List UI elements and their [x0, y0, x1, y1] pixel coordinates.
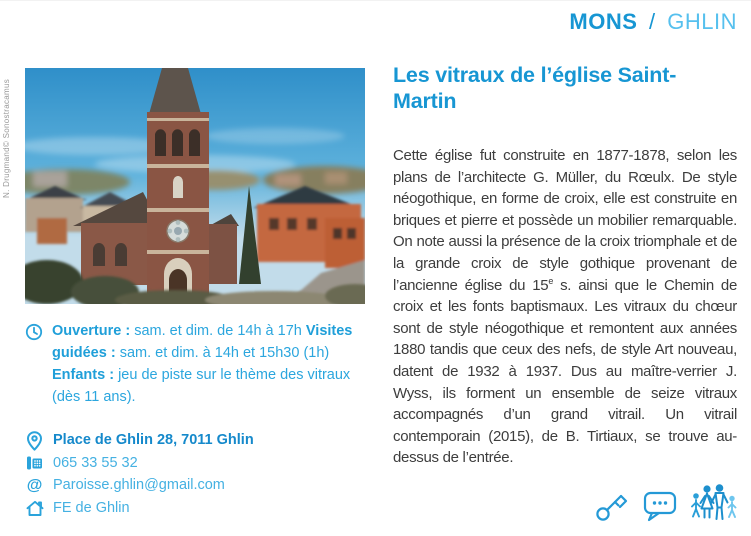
header-city: MONS: [569, 9, 638, 34]
page-header: [569, 9, 737, 35]
contact-address-row: [25, 429, 373, 452]
children-value: jeu de piste sur le thème des vitraux (dès 11 ans).: [52, 367, 351, 405]
open-value: sam. et dim. de 14h à 17h: [134, 323, 306, 339]
address-text: Place de Ghlin 28, 7011 Ghlin: [53, 432, 254, 448]
clock-icon: [25, 323, 43, 348]
email-address[interactable]: Paroisse.ghlin@gmail.com: [53, 477, 225, 493]
phone-number: 065 33 55 32: [53, 454, 138, 471]
open-label: Ouverture :: [52, 323, 135, 339]
body-segment-2: s. ainsi que le Chemin de croix et les fonts baptismaux. Les vitraux du chœur sont de style néogothique et remontent aux années 1880 tandis que ceux des nefs, de style Art nouveau, datent de 1932 à 1937. Dus au maître-verrier J. Wyss, ils forment un ensemble de seize vitraux accompagnés d’un grand vitrail. Un vitrail contemporain (2015), de B. Tirtiaux, se trouve au-dessus de l’entrée.: [393, 276, 738, 467]
at-icon: @: [26, 477, 43, 494]
children-label: Enfants :: [52, 367, 119, 383]
map-pin-icon: [25, 431, 44, 450]
feature-pictograms: [393, 478, 737, 522]
church-photo: [25, 68, 365, 304]
family-icon: [691, 482, 737, 522]
contact-phone-row: [25, 452, 373, 475]
church-photo-art: [25, 68, 365, 304]
contact-facebook-row: [25, 497, 373, 520]
article-body: [393, 145, 737, 469]
photo-credit: N. Drugmand© Sonostracamus: [2, 78, 11, 198]
contact-block: [25, 429, 373, 519]
header-district: GHLIN: [667, 9, 737, 34]
chat-bubble-icon: [643, 490, 677, 522]
article-title: Les vitraux de l’église Saint-Martin: [393, 63, 677, 113]
body-segment-1: Cette église fut construite en 1877-1878, selon les plans de l’architecte G. Müller, du Rœulx. De style néogothique, en forme de croix, elle est construite en briques et pierre et possède un mobilier remarquable. On note aussi la présence de la croix triomphale et de la grande croix de style gothique provenant de l’ancienne église du 15: [393, 147, 737, 294]
opening-hours-text: [52, 320, 373, 408]
header-separator: /: [649, 9, 656, 34]
contact-email-row: [25, 474, 373, 497]
guided-value: sam. et dim. à 14h et 15h30 (1h): [119, 345, 330, 361]
key-icon: [595, 490, 629, 522]
home-icon: [25, 499, 44, 518]
phone-icon: [25, 454, 44, 473]
facebook-page-name: FE de Ghlin: [53, 499, 130, 516]
guided-label: Visites guidées :: [52, 323, 353, 361]
ordinal-superscript: e: [548, 275, 554, 286]
opening-hours: [25, 320, 373, 408]
